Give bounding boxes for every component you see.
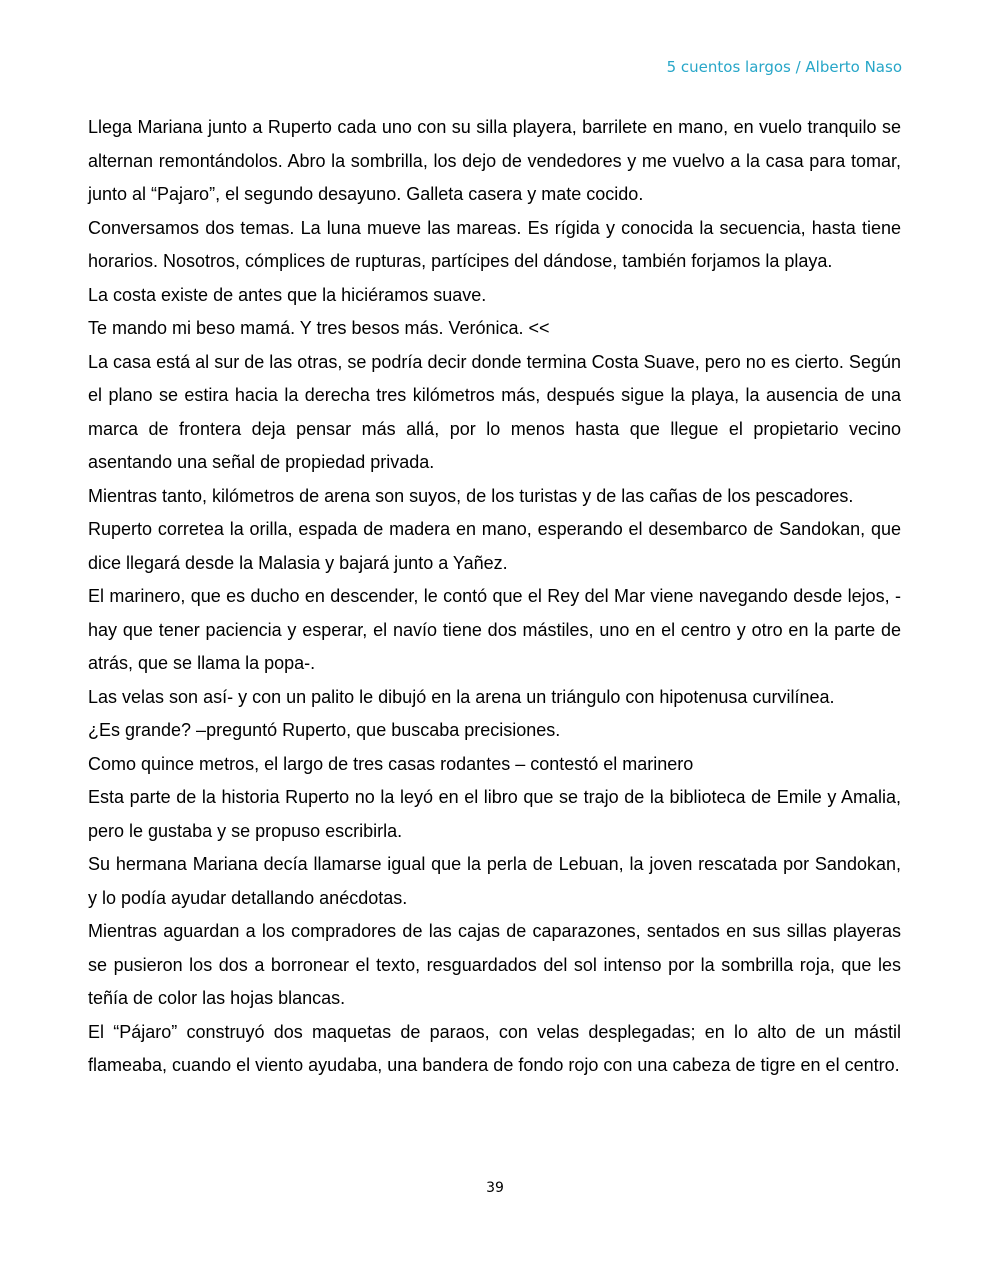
paragraph: Su hermana Mariana decía llamarse igual que la perla de Lebuan, la joven rescatada por Sandokan, y lo podía ayudar detallando anécdotas. — [88, 854, 901, 908]
page-number: 39 — [486, 1180, 504, 1196]
paragraph: Conversamos dos temas. La luna mueve las mareas. Es rígida y conocida la secuencia, hasta tiene horarios. Nosotros, cómplices de rupturas, partícipes del dándose, también forjamos la playa. — [88, 217, 901, 271]
paragraph: Las velas son así- y con un palito le dibujó en la arena un triángulo con hipotenusa curvilínea. — [88, 686, 835, 707]
paragraph: Mientras tanto, kilómetros de arena son suyos, de los turistas y de las cañas de los pescadores. — [88, 485, 854, 506]
paragraph: Ruperto corretea la orilla, espada de madera en mano, esperando el desembarco de Sandokan, que dice llegará desde la Malasia y bajará junto a Yañez. — [88, 519, 901, 573]
paragraph: Mientras aguardan a los compradores de las cajas de caparazones, sentados en sus sillas playeras se pusieron los dos a borronear el texto, resguardados del sol intenso por la sombrilla roja, que les teñía de color las hojas blancas. — [88, 921, 901, 1008]
paragraph: El marinero, que es ducho en descender, le contó que el Rey del Mar viene navegando desde lejos, -hay que tener paciencia y esperar, el navío tiene dos mástiles, uno en el centro y otro en la parte de atrás, que se llama la popa-. — [88, 586, 901, 673]
paragraph: Como quince metros, el largo de tres casas rodantes – contestó el marinero — [88, 753, 694, 774]
paragraph: Llega Mariana junto a Ruperto cada uno con su silla playera, barrilete en mano, en vuelo tranquilo se alternan remontándolos. Abro la sombrilla, los dejo de vendedores y me vuelvo a la casa para tomar, junto al “Pajaro”, el segundo desayuno. Galleta casera y mate cocido. — [88, 117, 901, 204]
paragraph: Te mando mi beso mamá. Y tres besos más. Verónica. << — [88, 318, 550, 338]
paragraph: ¿Es grande? –preguntó Ruperto, que buscaba precisiones. — [88, 720, 561, 740]
paragraph: La casa está al sur de las otras, se podría decir donde termina Costa Suave, pero no es cierto. Según el plano se estira hacia la derecha tres kilómetros más, después sigue la playa, la ausencia de una marca de frontera deja pensar más allá, por lo menos hasta que llegue el propietario vecino asentando una señal de propiedad privada. — [88, 351, 901, 472]
body-text — [88, 111, 901, 1083]
paragraph: El “Pájaro” construyó dos maquetas de paraos, con velas desplegadas; en lo alto de un mástil flameaba, cuando el viento ayudaba, una bandera de fondo rojo con una cabeza de tigre en el centro. — [88, 1021, 901, 1075]
paragraph: Esta parte de la historia Ruperto no la leyó en el libro que se trajo de la biblioteca de Emile y Amalia, pero le gustaba y se propuso escribirla. — [88, 787, 901, 841]
running-header: 5 cuentos largos / Alberto Naso — [666, 58, 902, 76]
paragraph: La costa existe de antes que la hiciéramos suave. — [88, 284, 487, 305]
